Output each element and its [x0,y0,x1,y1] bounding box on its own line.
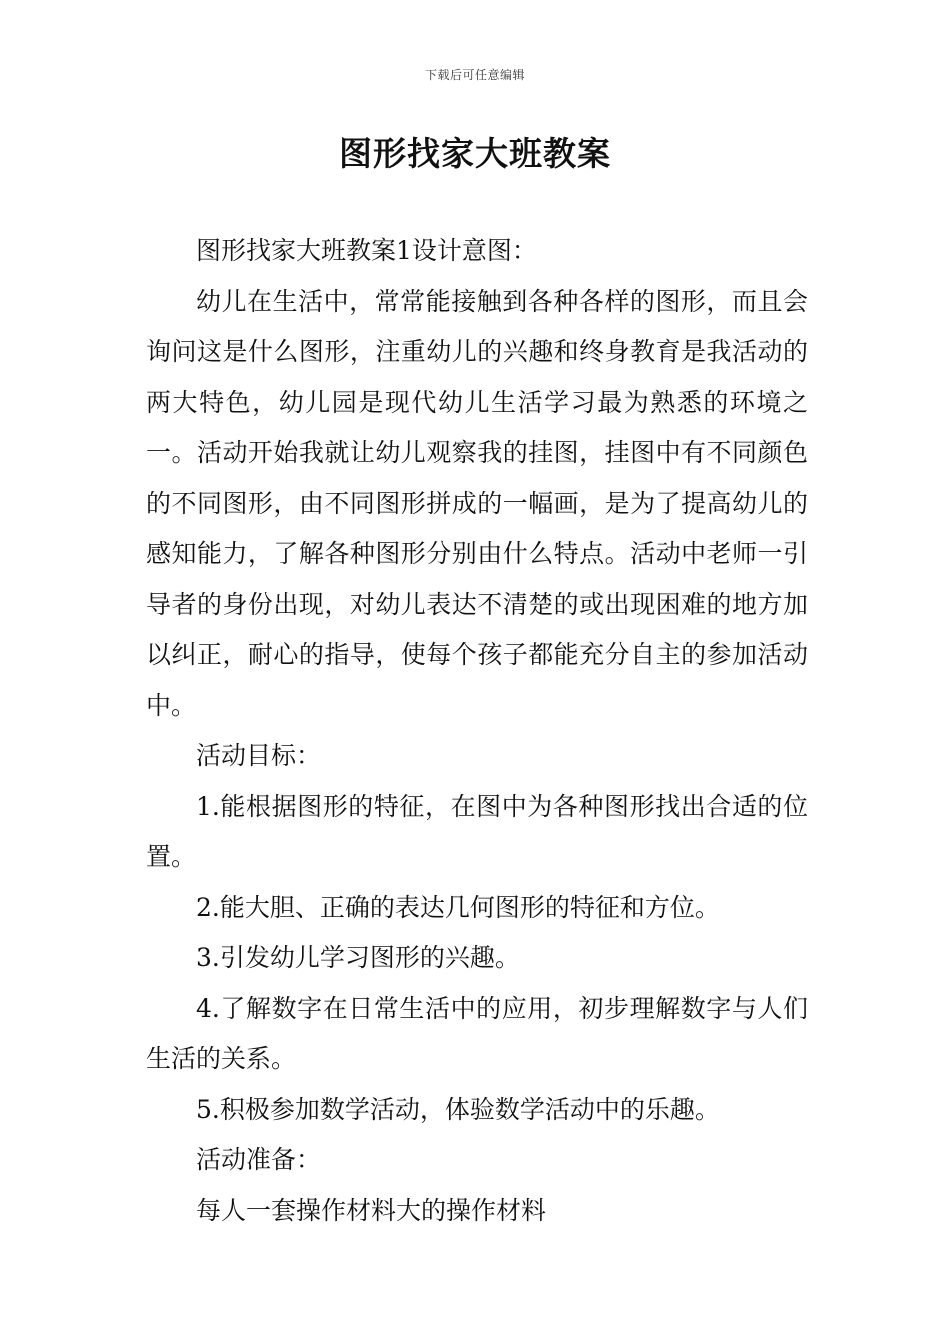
goal-item-1: 1.能根据图形的特征，在图中为各种图形找出合适的位置。 [146,791,808,871]
goal-item-2: 2.能大胆、正确的表达几何图形的特征和方位。 [196,892,720,922]
section-intro: 图形找家大班教案1设计意图： [196,236,537,265]
section-heading-preparation: 活动准备： [196,1145,322,1174]
document-body [146,226,808,1236]
section-heading-goals: 活动目标： [196,741,322,770]
goal-item-4: 4.了解数字在日常生活中的应用，初步理解数字与人们生活的关系。 [146,993,808,1073]
design-intent-paragraph: 幼儿在生活中，常常能接触到各种各样的图形，而且会询问这是什么图形，注重幼儿的兴趣和终身教育是我活动的两大特色，幼儿园是现代幼儿生活学习最为熟悉的环境之一。活动开始我就让幼儿观察我的挂图，挂图中有不同颜色的不同图形，由不同图形拼成的一幅画，是为了提高幼儿的感知能力，了解各种图形分别由什么特点。活动中老师一引导者的身份出现，对幼儿表达不清楚的或出现困难的地方加以纠正，耐心的指导，使每个孩子都能充分自主的参加活动中。 [146,286,808,720]
preparation-item: 每人一套操作材料大的操作材料 [196,1195,547,1225]
goal-item-5: 5.积极参加数学活动，体验数学活动中的乐趣。 [196,1094,720,1124]
header-note: 下载后可任意编辑 [424,68,525,82]
document-title: 图形找家大班教案 [339,134,611,173]
goal-item-3: 3.引发幼儿学习图形的兴趣。 [196,943,520,972]
